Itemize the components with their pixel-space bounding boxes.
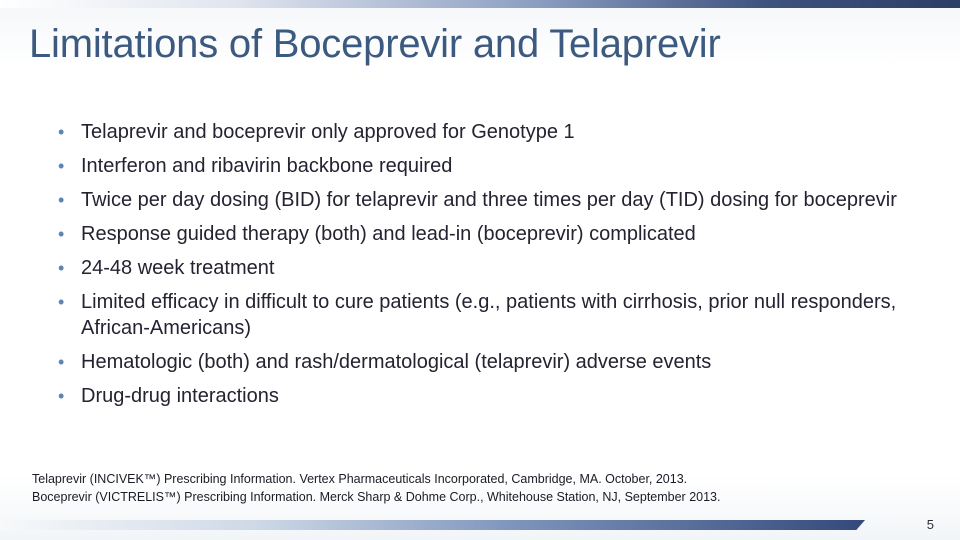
reference-line: Telaprevir (INCIVEK™) Prescribing Information. Vertex Pharmaceuticals Incorporated, Cambridge, MA. October, 2013. <box>32 472 688 486</box>
bottom-accent-bar <box>0 520 865 530</box>
bullet-item <box>58 255 908 281</box>
bullet-marker: • <box>58 156 65 176</box>
references <box>32 470 932 506</box>
bullet-text: Response guided therapy (both) and lead-in (boceprevir) complicated <box>81 223 696 245</box>
bullet-item <box>58 187 908 213</box>
bullet-text: Twice per day dosing (BID) for telaprevir and three times per day (TID) dosing for boceprevir <box>81 189 897 211</box>
bullet-marker: • <box>58 258 65 278</box>
bullet-text: Drug-drug interactions <box>81 385 279 407</box>
bullet-marker: • <box>58 352 65 372</box>
bullet-item <box>58 289 908 341</box>
reference-line: Boceprevir (VICTRELIS™) Prescribing Information. Merck Sharp & Dohme Corp., Whitehouse Station, NJ, September 2013. <box>32 490 721 504</box>
bullet-item <box>58 349 908 375</box>
bullet-item <box>58 119 908 145</box>
bullet-item <box>58 383 908 409</box>
page-number: 5 <box>926 517 934 532</box>
bullet-marker: • <box>58 292 65 312</box>
bullet-marker: • <box>58 386 65 406</box>
bullet-text: Telaprevir and boceprevir only approved for Genotype 1 <box>81 121 575 143</box>
bullet-marker: • <box>58 122 65 142</box>
bullet-text: Interferon and ribavirin backbone required <box>81 155 453 177</box>
bullet-marker: • <box>58 224 65 244</box>
slide-title: Limitations of Boceprevir and Telaprevir <box>29 22 721 66</box>
bullet-item <box>58 153 908 179</box>
bullet-item <box>58 221 908 247</box>
bullet-text: Limited efficacy in difficult to cure patients (e.g., patients with cirrhosis, prior null responders, African-Americans) <box>81 291 897 339</box>
bullet-marker: • <box>58 190 65 210</box>
bullet-text: 24-48 week treatment <box>81 257 275 279</box>
top-accent-bar <box>0 0 960 8</box>
bullet-text: Hematologic (both) and rash/dermatological (telaprevir) adverse events <box>81 351 712 373</box>
bullet-list <box>58 119 908 417</box>
